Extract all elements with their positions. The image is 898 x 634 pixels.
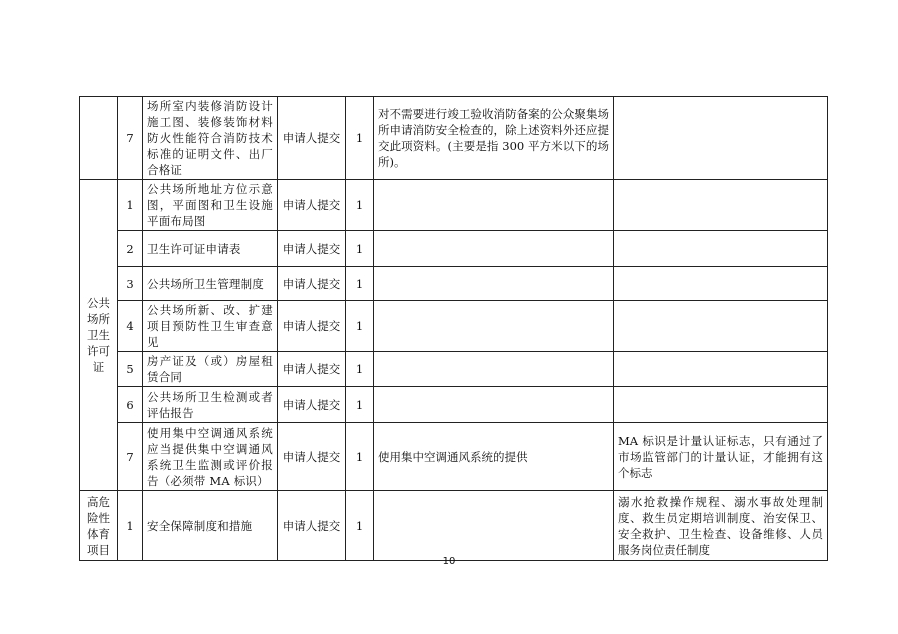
remark: 溺水抢救操作规程、溺水事故处理制度、救生员定期培训制度、治安保卫、安全救护、卫生检查、设备维修、人员服务岗位责任制度 — [614, 491, 828, 561]
item-name: 场所室内装修消防设计施工图、装修装饰材料防火性能符合消防技术标准的证明文件、出厂合格证 — [143, 97, 278, 180]
copy-count: 1 — [346, 97, 374, 180]
remark — [614, 231, 828, 267]
row-number: 1 — [118, 180, 143, 231]
category-cell-empty — [80, 97, 118, 180]
copy-count: 1 — [346, 301, 374, 352]
row-number: 1 — [118, 491, 143, 561]
note — [374, 301, 614, 352]
table-row — [80, 231, 828, 267]
item-name: 安全保障制度和措施 — [143, 491, 278, 561]
note — [374, 180, 614, 231]
remark — [614, 301, 828, 352]
category-high-risk-sports: 高危险性体育项目 — [80, 491, 118, 561]
submitter: 申请人提交 — [278, 180, 346, 231]
table-row — [80, 387, 828, 423]
table-row — [80, 97, 828, 180]
item-name: 公共场所地址方位示意图，平面图和卫生设施平面布局图 — [143, 180, 278, 231]
item-name: 卫生许可证申请表 — [143, 231, 278, 267]
requirements-table — [79, 96, 828, 561]
submitter: 申请人提交 — [278, 423, 346, 491]
row-number: 6 — [118, 387, 143, 423]
submitter: 申请人提交 — [278, 352, 346, 387]
copy-count: 1 — [346, 423, 374, 491]
row-number: 3 — [118, 267, 143, 301]
table-row — [80, 180, 828, 231]
copy-count: 1 — [346, 491, 374, 561]
row-number: 7 — [118, 423, 143, 491]
copy-count: 1 — [346, 387, 374, 423]
item-name: 使用集中空调通风系统应当提供集中空调通风系统卫生监测或评价报告（必须带 MA 标识） — [143, 423, 278, 491]
copy-count: 1 — [346, 352, 374, 387]
submitter: 申请人提交 — [278, 231, 346, 267]
remark — [614, 267, 828, 301]
row-number: 4 — [118, 301, 143, 352]
page-number: 10 — [442, 556, 456, 567]
item-name: 公共场所新、改、扩建项目预防性卫生审查意见 — [143, 301, 278, 352]
note — [374, 267, 614, 301]
category-sanitation-license: 公共场所卫生许可证 — [80, 180, 118, 491]
row-number: 2 — [118, 231, 143, 267]
note: 对不需要进行竣工验收消防备案的公众聚集场所申请消防安全检查的，除上述资料外还应提交此项资料。(主要是指 300 平方米以下的场所)。 — [374, 97, 614, 180]
note — [374, 352, 614, 387]
row-number: 7 — [118, 97, 143, 180]
remark: MA 标识是计量认证标志，只有通过了市场监管部门的计量认证，才能拥有这个标志 — [614, 423, 828, 491]
remark — [614, 387, 828, 423]
submitter: 申请人提交 — [278, 491, 346, 561]
note: 使用集中空调通风系统的提供 — [374, 423, 614, 491]
table-row — [80, 301, 828, 352]
item-name: 公共场所卫生检测或者评估报告 — [143, 387, 278, 423]
table-row — [80, 267, 828, 301]
note — [374, 491, 614, 561]
row-number: 5 — [118, 352, 143, 387]
table-row — [80, 352, 828, 387]
copy-count: 1 — [346, 180, 374, 231]
item-name: 房产证及（或）房屋租赁合同 — [143, 352, 278, 387]
item-name: 公共场所卫生管理制度 — [143, 267, 278, 301]
copy-count: 1 — [346, 267, 374, 301]
table-row — [80, 491, 828, 561]
remark — [614, 180, 828, 231]
submitter: 申请人提交 — [278, 301, 346, 352]
note — [374, 387, 614, 423]
note — [374, 231, 614, 267]
submitter: 申请人提交 — [278, 267, 346, 301]
submitter: 申请人提交 — [278, 387, 346, 423]
copy-count: 1 — [346, 231, 374, 267]
remark — [614, 352, 828, 387]
remark — [614, 97, 828, 180]
table-row — [80, 423, 828, 491]
submitter: 申请人提交 — [278, 97, 346, 180]
